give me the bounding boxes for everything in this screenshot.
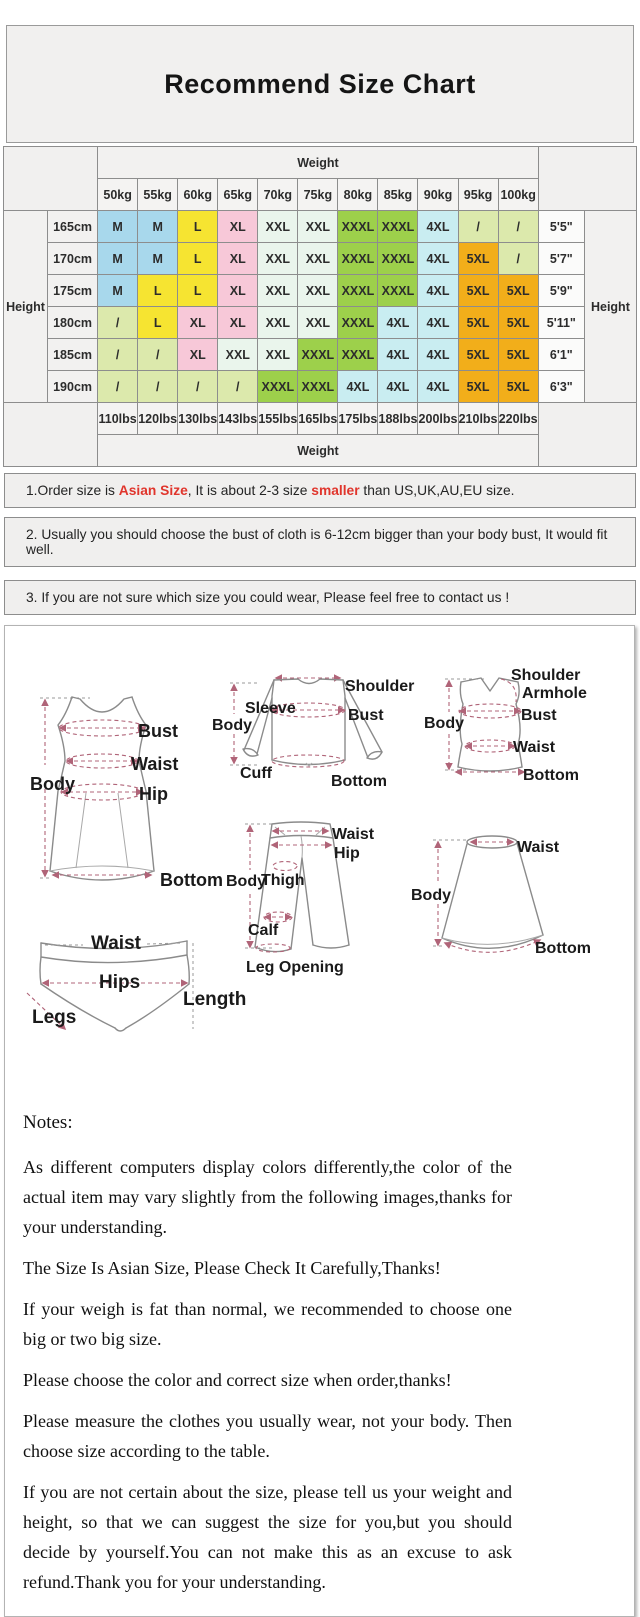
height-cm-cell: 165cm	[48, 211, 98, 243]
size-cell: XL	[218, 211, 258, 243]
weight-kg-cell: 70kg	[258, 179, 298, 211]
size-cell: /	[138, 371, 178, 403]
size-cell: 4XL	[418, 211, 458, 243]
corner-cell	[538, 147, 636, 211]
vest-shoulder-label: Shoulder	[511, 667, 581, 684]
skirt-waist-label: Waist	[517, 839, 560, 856]
skirt-body-label: Body	[411, 887, 451, 904]
size-cell: XXXL	[338, 243, 378, 275]
briefs-waist-label: Waist	[91, 933, 141, 954]
weight-lbs-cell: 120lbs	[138, 403, 178, 435]
bottom-note-paragraph: If you are not certain about the size, please tell us your weight and height, so that we can suggest the size for you,but you should decide by yourself.You can not make this as an excuse to ask refund.Thank you for your understanding.	[23, 1482, 512, 1592]
size-cell: XXXL	[338, 307, 378, 339]
weight-lbs-cell: 110lbs	[98, 403, 138, 435]
size-cell: XXL	[258, 243, 298, 275]
size-cell: XXXL	[338, 339, 378, 371]
weight-footer: Weight	[98, 435, 539, 467]
size-cell: XXL	[258, 211, 298, 243]
size-cell: XXXL	[378, 275, 418, 307]
bottom-notes-heading: Notes:	[23, 1112, 73, 1133]
size-cell: L	[178, 243, 218, 275]
size-row	[4, 243, 637, 275]
order-note-text: 3. If you are not sure which size you could wear, Please feel free to contact us !	[26, 590, 510, 605]
height-ft-cell: 6'3"	[538, 371, 584, 403]
bottom-notes	[23, 1108, 512, 1608]
order-note-text: 2. Usually you should choose the bust of cloth is 6-12cm bigger than your body bust, It would fit well.	[26, 527, 608, 557]
size-row	[4, 339, 637, 371]
size-cell: XXXL	[338, 211, 378, 243]
shirt-cuff-label: Cuff	[240, 765, 272, 782]
size-cell: 5XL	[458, 371, 498, 403]
weight-lbs-cell: 143lbs	[218, 403, 258, 435]
size-cell: /	[98, 339, 138, 371]
weight-lbs-cell: 165lbs	[298, 403, 338, 435]
size-cell: M	[98, 275, 138, 307]
height-ft-cell: 6'1"	[538, 339, 584, 371]
weight-lbs-cell: 130lbs	[178, 403, 218, 435]
order-note-1	[4, 473, 636, 508]
bottom-note-paragraph: The Size Is Asian Size, Please Check It Carefully,Thanks!	[23, 1258, 441, 1278]
size-cell: /	[218, 371, 258, 403]
briefs-hips-label: Hips	[99, 972, 141, 993]
shirt-bottom-label: Bottom	[331, 773, 387, 790]
size-cell: XXL	[298, 243, 338, 275]
size-cell: 5XL	[458, 243, 498, 275]
vest-armhole-label: Armhole	[522, 685, 587, 702]
size-cell: 4XL	[418, 307, 458, 339]
measurement-guide	[4, 625, 635, 1617]
weight-header: Weight	[98, 147, 539, 179]
size-cell: /	[138, 339, 178, 371]
size-cell: /	[458, 211, 498, 243]
shirt-sleeve-label: Sleeve	[245, 700, 296, 717]
size-cell: 5XL	[498, 275, 538, 307]
weight-kg-cell: 75kg	[298, 179, 338, 211]
pants-calf-label: Calf	[248, 922, 279, 939]
bottom-notes-paragraphs	[23, 1152, 512, 1597]
height-ft-cell: 5'9"	[538, 275, 584, 307]
pants-body-label: Body	[226, 873, 266, 890]
size-cell: XXXL	[378, 211, 418, 243]
size-cell: 4XL	[378, 307, 418, 339]
weight-kg-cell: 65kg	[218, 179, 258, 211]
dress-body-label: Body	[30, 774, 75, 794]
size-cell: M	[98, 243, 138, 275]
vest-outline	[458, 678, 522, 771]
size-cell: XL	[178, 339, 218, 371]
vest-bust-label: Bust	[521, 707, 557, 724]
weight-kg-cell: 85kg	[378, 179, 418, 211]
weight-kg-cell: 55kg	[138, 179, 178, 211]
size-row	[4, 371, 637, 403]
size-cell: XXXL	[338, 275, 378, 307]
size-cell: XL	[218, 307, 258, 339]
size-row	[4, 211, 637, 243]
weight-lbs-cell: 188lbs	[378, 403, 418, 435]
briefs-length-label: Length	[183, 989, 247, 1010]
size-cell: XXL	[258, 339, 298, 371]
title-box	[6, 25, 634, 143]
size-cell: 4XL	[418, 275, 458, 307]
order-note-3	[4, 580, 636, 615]
shirt-body-label: Body	[212, 717, 252, 734]
vest-bottom-label: Bottom	[523, 767, 579, 784]
height-cm-cell: 190cm	[48, 371, 98, 403]
order-note-2	[4, 517, 636, 567]
size-cell: /	[498, 211, 538, 243]
height-ft-cell: 5'5"	[538, 211, 584, 243]
size-cell: M	[138, 243, 178, 275]
skirt-measure-lines	[445, 842, 540, 952]
size-cell: M	[138, 211, 178, 243]
size-cell: 5XL	[458, 339, 498, 371]
size-cell: 4XL	[338, 371, 378, 403]
pants-leg-opening-label: Leg Opening	[246, 959, 344, 976]
size-cell: L	[138, 307, 178, 339]
size-cell: 5XL	[498, 339, 538, 371]
weight-lbs-cell: 200lbs	[418, 403, 458, 435]
size-cell: 4XL	[418, 243, 458, 275]
size-cell: 4XL	[418, 371, 458, 403]
pants-waist-label: Waist	[332, 826, 375, 843]
weight-kg-cell: 60kg	[178, 179, 218, 211]
order-notes	[0, 473, 640, 615]
corner-cell	[4, 147, 98, 211]
weight-lbs-cell: 210lbs	[458, 403, 498, 435]
size-cell: XXL	[298, 275, 338, 307]
size-cell: XXL	[258, 275, 298, 307]
corner-cell	[4, 403, 98, 467]
size-cell: /	[178, 371, 218, 403]
weight-kg-cell: 90kg	[418, 179, 458, 211]
bottom-note-paragraph: Please measure the clothes you usually wear, not your body. Then choose size according to the table.	[23, 1411, 512, 1461]
height-cm-cell: 180cm	[48, 307, 98, 339]
pants-thigh-label: Thigh	[261, 872, 305, 889]
skirt-bottom-label: Bottom	[535, 940, 591, 957]
size-cell: XL	[218, 275, 258, 307]
size-cell: XXXL	[298, 339, 338, 371]
height-cm-cell: 170cm	[48, 243, 98, 275]
height-ft-cell: 5'11"	[538, 307, 584, 339]
size-cell: L	[138, 275, 178, 307]
page-title: Recommend Size Chart	[164, 68, 476, 99]
weight-kg-cell: 100kg	[498, 179, 538, 211]
height-cm-cell: 185cm	[48, 339, 98, 371]
bottom-note-paragraph: As different computers display colors differently,the color of the actual item may vary slightly from the following images,thanks for your understanding.	[23, 1157, 512, 1237]
corner-cell	[538, 403, 636, 467]
size-cell: 5XL	[498, 307, 538, 339]
pants-hip-label: Hip	[334, 845, 360, 862]
vest-measure-ellipses	[456, 704, 524, 772]
height-cm-cell: 175cm	[48, 275, 98, 307]
shirt-bust-label: Bust	[348, 707, 384, 724]
size-cell: L	[178, 211, 218, 243]
size-cell: /	[98, 307, 138, 339]
size-cell: XXXL	[298, 371, 338, 403]
dress-bust-label: Bust	[138, 721, 178, 741]
dress-waist-label: Waist	[131, 754, 179, 774]
size-cell: XXXL	[258, 371, 298, 403]
size-cell: XXL	[218, 339, 258, 371]
weight-lbs-cell: 155lbs	[258, 403, 298, 435]
bottom-note-paragraph: Please choose the color and correct size when order,thanks!	[23, 1370, 452, 1390]
size-chart-image	[0, 25, 640, 1617]
size-cell: L	[178, 275, 218, 307]
size-cell: /	[498, 243, 538, 275]
size-cell: 4XL	[378, 339, 418, 371]
size-cell: M	[98, 211, 138, 243]
weight-kg-cell: 80kg	[338, 179, 378, 211]
dress-hip-label: Hip	[139, 784, 168, 804]
dress-measure-ellipses	[53, 720, 151, 875]
weight-lbs-cell: 175lbs	[338, 403, 378, 435]
size-row	[4, 275, 637, 307]
weight-kg-cell: 95kg	[458, 179, 498, 211]
shirt-shoulder-label: Shoulder	[345, 678, 415, 695]
size-cell: 5XL	[458, 307, 498, 339]
size-cell: 5XL	[458, 275, 498, 307]
size-cell: /	[98, 371, 138, 403]
size-cell: XXL	[258, 307, 298, 339]
weight-kg-cell: 50kg	[98, 179, 138, 211]
size-cell: XL	[218, 243, 258, 275]
height-ft-cell: 5'7"	[538, 243, 584, 275]
order-note-text: 1.Order size is Asian Size, It is about 2-3 size smaller than US,UK,AU,EU size.	[26, 483, 515, 498]
size-row	[4, 307, 637, 339]
size-cell: XXXL	[378, 243, 418, 275]
dress-bottom-label: Bottom	[160, 870, 223, 890]
size-cell: XL	[178, 307, 218, 339]
height-label-left: Height	[4, 211, 48, 403]
size-cell: 5XL	[498, 371, 538, 403]
vest-waist-label: Waist	[513, 739, 556, 756]
size-cell: XXL	[298, 307, 338, 339]
size-cell: 4XL	[378, 371, 418, 403]
height-label-right: Height	[584, 211, 636, 403]
vest-body-label: Body	[424, 715, 464, 732]
weight-lbs-cell: 220lbs	[498, 403, 538, 435]
size-cell: XXL	[298, 211, 338, 243]
size-chart-table	[3, 146, 637, 467]
size-cell: 4XL	[418, 339, 458, 371]
bottom-note-paragraph: If your weigh is fat than normal, we recommended to choose one big or two big size.	[23, 1299, 512, 1349]
briefs-legs-label: Legs	[32, 1007, 77, 1028]
